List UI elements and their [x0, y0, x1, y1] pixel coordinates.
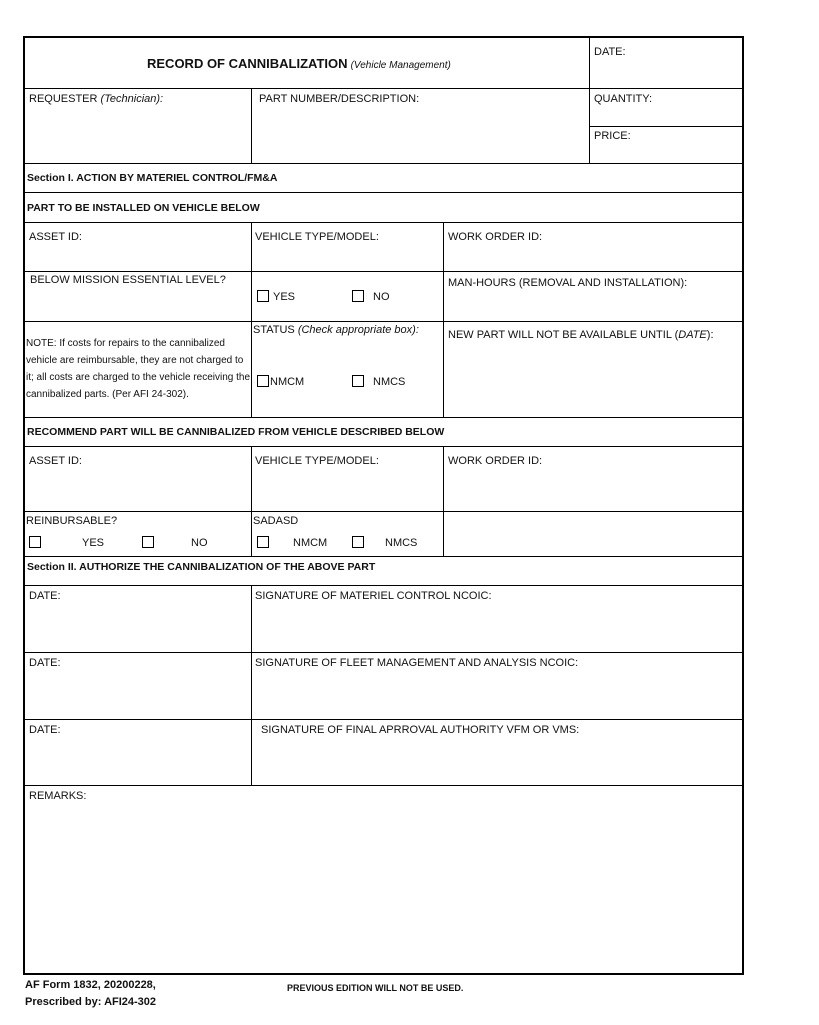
form-subtitle: (Vehicle Management) [350, 60, 451, 71]
rule-v-sig [251, 585, 252, 785]
prescribed-by: Prescribed by: AFI24-302 [25, 996, 157, 1008]
reimbursable-no-label: NO [191, 537, 208, 549]
reimbursable-yes-checkbox[interactable] [29, 536, 41, 548]
rule-mission [25, 271, 742, 272]
mission-no-label: NO [373, 291, 390, 303]
work-order-label-2: WORK ORDER ID: [448, 455, 543, 467]
reimbursable-label: REINBURSABLE? [26, 515, 118, 527]
rule-sig1 [25, 585, 742, 586]
rule-recommend-fields [25, 446, 742, 447]
remarks-label: REMARKS: [29, 790, 87, 802]
rule-v-col1-a [251, 222, 252, 417]
status-nmcm-label: NMCM [270, 376, 305, 388]
sadasd-label: SADASD [253, 515, 299, 527]
reimbursable-yes-label: YES [82, 537, 105, 549]
install-heading: PART TO BE INSTALLED ON VEHICLE BELOW [27, 202, 260, 214]
new-part-end: ): [706, 329, 714, 341]
work-order-label: WORK ORDER ID: [448, 231, 543, 243]
requester-label [29, 93, 163, 105]
requester-label-text: REQUESTER [29, 93, 98, 105]
rule-section1 [25, 163, 742, 164]
signature-label-2: SIGNATURE OF FLEET MANAGEMENT AND ANALYSIS NCOIC: [255, 657, 579, 669]
rule-section2 [25, 556, 742, 557]
new-part-date: DATE [678, 329, 707, 341]
mission-yes-label: YES [273, 291, 296, 303]
sadasd-nmcm-checkbox[interactable] [257, 536, 269, 548]
rule-v-date [589, 38, 590, 163]
status-nmcm-checkbox[interactable] [257, 375, 269, 387]
requester-hint: (Technician): [100, 93, 164, 105]
price-label: PRICE: [594, 130, 631, 142]
quantity-label: QUANTITY: [594, 93, 653, 105]
status-hint: (Check appropriate box): [297, 324, 419, 336]
below-mission-label: BELOW MISSION ESSENTIAL LEVEL? [30, 274, 226, 286]
rule-recommend [25, 417, 742, 418]
section1-heading: Section I. ACTION BY MATERIEL CONTROL/FM&A [27, 172, 278, 184]
rule-status [25, 321, 742, 322]
cannibalization-form [23, 36, 744, 975]
part-number-label: PART NUMBER/DESCRIPTION: [259, 93, 420, 105]
date-label-3: DATE: [29, 724, 61, 736]
status-nmcs-checkbox[interactable] [352, 375, 364, 387]
rule-install-fields [25, 222, 742, 223]
form-title-text: RECORD OF CANNIBALIZATION [147, 56, 348, 71]
rule-header [25, 88, 742, 89]
sadasd-nmcs-label: NMCS [385, 537, 418, 549]
rule-sig2 [25, 652, 742, 653]
rule-quantity [589, 126, 742, 127]
rule-v-part [251, 88, 252, 163]
date-label-1: DATE: [29, 590, 61, 602]
vehicle-type-label-2: VEHICLE TYPE/MODEL: [255, 455, 379, 467]
vehicle-type-label: VEHICLE TYPE/MODEL: [255, 231, 379, 243]
status-nmcs-label: NMCS [373, 376, 406, 388]
mission-no-checkbox[interactable] [352, 290, 364, 302]
rule-reimbursable [25, 511, 742, 512]
asset-id-label-2: ASSET ID: [29, 455, 82, 467]
rule-v-col2-b [443, 446, 444, 556]
form-title [147, 56, 451, 71]
rule-sig3 [25, 719, 742, 720]
date-label: DATE: [594, 46, 626, 58]
new-part-label-text: NEW PART WILL NOT BE AVAILABLE UNTIL ( [448, 329, 679, 341]
reimbursable-no-checkbox[interactable] [142, 536, 154, 548]
rule-install [25, 192, 742, 193]
signature-label-3: SIGNATURE OF FINAL APRROVAL AUTHORITY VFM OR VMS: [261, 724, 580, 736]
section2-heading: Section II. AUTHORIZE THE CANNIBALIZATION OF THE ABOVE PART [27, 561, 376, 573]
reimbursement-note: NOTE: If costs for repairs to the cannibalized vehicle are reimbursable, they are not charged to it; all costs are charged to the vehicle receiving the cannibalized parts. (Per AFI 24-302). [26, 338, 251, 400]
asset-id-label: ASSET ID: [29, 231, 82, 243]
mission-yes-checkbox[interactable] [257, 290, 269, 302]
rule-v-col1-b [251, 446, 252, 556]
status-label-text: STATUS [253, 324, 295, 336]
recommend-heading: RECOMMEND PART WILL BE CANNIBALIZED FROM VEHICLE DESCRIBED BELOW [27, 426, 445, 438]
rule-v-col2-a [443, 222, 444, 417]
status-label [253, 324, 419, 336]
new-part-label [448, 329, 714, 341]
rule-remarks [25, 785, 742, 786]
date-label-2: DATE: [29, 657, 61, 669]
signature-label-1: SIGNATURE OF MATERIEL CONTROL NCOIC: [255, 590, 492, 602]
sadasd-nmcm-label: NMCM [293, 537, 328, 549]
edition-note: PREVIOUS EDITION WILL NOT BE USED. [287, 983, 464, 993]
form-id: AF Form 1832, 20200228, [25, 979, 156, 991]
man-hours-label: MAN-HOURS (REMOVAL AND INSTALLATION): [448, 277, 688, 289]
sadasd-nmcs-checkbox[interactable] [352, 536, 364, 548]
